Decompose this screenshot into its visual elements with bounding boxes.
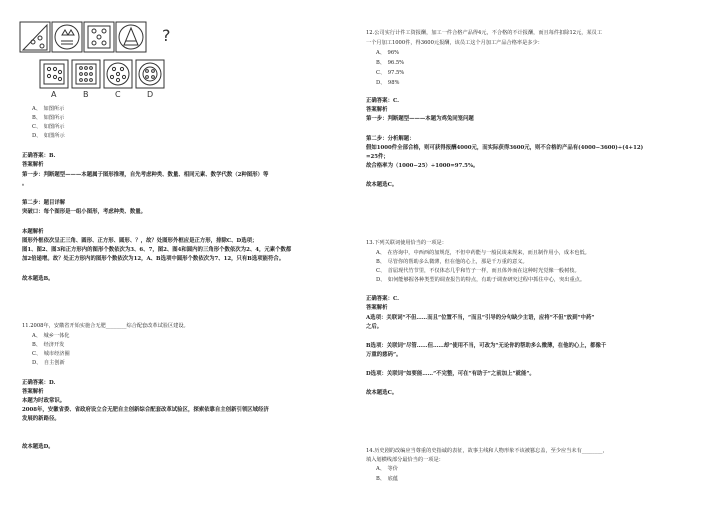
q13-explain-title: 答案解析 — [366, 305, 388, 311]
puzzle-cell-2 — [52, 22, 82, 52]
option-box-c — [104, 60, 132, 88]
option-letter-b: B — [83, 90, 89, 99]
q12-question-line1: 12.公司实行计件工资报酬，加工一件合格产品得4元，不合格的不计报酬，而且每件扣除12元，某员工 — [366, 30, 603, 36]
q13-a-line1: A选项：关联词“不但……而且”位置不当，“而且”引导的分句缺少主语，应将“不但”放到“中药” — [366, 315, 595, 321]
q13-a-line2: 之后。 — [366, 324, 383, 330]
q14-option-b: B、 底蕴 — [376, 476, 398, 482]
option-letter-a: A — [51, 90, 57, 99]
q12-option-b: B、 96.5% — [376, 60, 405, 66]
option-box-d — [136, 60, 164, 88]
q12-option-d: D、 98% — [376, 80, 400, 86]
q10-detail-3: 加2倍递增。故？处正方形内的图形个数依次为12，A、B选项中圆形个数依次为7、12，只有B选项能符合。 — [22, 256, 285, 262]
q12-option-c: C、 97.5% — [376, 70, 405, 76]
right-column — [366, 0, 696, 508]
q11-detail-3: 发展的新路径。 — [22, 416, 60, 422]
q12-step2-title: 第二步：分析解题： — [366, 136, 415, 142]
option-letter-c: C — [115, 90, 121, 99]
q13-option-d: D、 如何能够握各种类型的调查报告的特点，有助于调查研究过程中抓住中心，突出重点。 — [376, 277, 586, 283]
q12-explain-title: 答案解析 — [366, 107, 388, 113]
q10-option-b: B、 如图所示 — [32, 115, 65, 121]
q10-option-a: A、 如图所示 — [32, 106, 65, 112]
q11-answer: 正确答案：D. — [22, 380, 56, 386]
q13-b-line1: B选项：关联词“尽管……但……却”使用不当，可改为“无论你的帮助多么微薄，在他的心上，都像千 — [366, 343, 607, 349]
q14-question-line2: 填入划横线部分最恰当的一项是： — [366, 457, 444, 463]
q14-question-line1: 14.历史剧的改编应当尊重的史指诚的表征，故事主线和人物形象不该被篡忘盖，至少应当未有________， — [366, 448, 608, 454]
q10-step1: 第一步：判断题型———本题属于图形推理，自先考虑种类、数量、相同元素、数学代数（2种图形）等 — [22, 172, 269, 178]
q12-step2-a: 假如1000件全部合格，则可获得报酬4000元，而实际获得3600元，则不合格的产品有(4000−3600)÷(4+12) — [366, 145, 644, 151]
q10-step2-title: 第二步：题目详解 — [22, 200, 66, 206]
q11-option-c: C、 城市经济圈 — [32, 351, 70, 357]
q12-conclusion: 故本题选C。 — [366, 182, 398, 188]
q12-step2-b: =25件； — [366, 154, 389, 160]
q12-question-line2: 一个月加工1000件，得3600元报酬，该员工这个月加工产品合格率是多少： — [366, 40, 543, 46]
q13-question: 13.下列关联词使用恰当的一项是： — [366, 240, 447, 246]
q11-conclusion: 故本题选D。 — [22, 444, 54, 450]
q10-detail-2: 图1、图2、图3和正方形内的图形个数依次为3、6、7，图2、图4和圆内的三角形个数依次为2、4，元素个数都 — [22, 247, 292, 253]
q13-answer: 正确答案：C. — [366, 296, 400, 302]
puzzle-cell-4 — [116, 22, 146, 52]
q13-option-a: A、 在咨询中，中西西的加规范，不但中药能与一般民谈来规来，而且制作用小，成本也低。 — [376, 250, 590, 256]
q11-detail-1: 本题为时政常识。 — [22, 398, 66, 404]
q11-option-b: B、 经济开发 — [32, 342, 65, 348]
q13-d-line1: D选项：关联词“如要能……”不完整，可在“有助于”之前加上“就能”。 — [366, 371, 535, 377]
q11-explain-title: 答案解析 — [22, 389, 44, 395]
q13-option-c: C、 首届现代竹节里，不仅体态几乎和竹子一样，而且体外而在这种时光觉像一般树枝。 — [376, 268, 580, 274]
left-column — [18, 0, 348, 508]
q10-explain-title: 答案解析 — [22, 162, 44, 168]
q10-detail-title: 本题解析 — [22, 229, 44, 235]
puzzle-question-mark: ? — [162, 26, 171, 45]
q10-step1b: 。 — [22, 181, 28, 187]
q10-conclusion: 故本题选B。 — [22, 276, 54, 282]
q10-step2: 突破口：每个图形是一组小图形，考虑种类、数量。 — [22, 209, 146, 215]
q10-detail-1: 图形外框依次呈正三角、圆形、正方形、圆形、？，故？处图形外框应是正方形，排除C、D选项； — [22, 238, 258, 244]
q11-option-a: A、 城乡一体化 — [32, 333, 70, 339]
q11-detail-2: 2008年，安徽省委、省政府设立合无肥自主创新综合配套改革试验区，探索依靠自主创新引领区域经济 — [22, 407, 269, 413]
figure-reasoning-puzzle — [18, 20, 178, 110]
q13-conclusion: 故本题选C。 — [366, 390, 398, 396]
q11-option-d: D、 自主创新 — [32, 360, 65, 366]
q10-option-c: C、 如图所示 — [32, 124, 65, 130]
option-letter-d: D — [147, 90, 154, 99]
q14-option-a: A、 等价 — [376, 466, 398, 472]
q12-step2-c: 故合格率为（1000−25）÷1000=97.5%。 — [366, 163, 479, 169]
q13-b-line2: 万重的慈码”。 — [366, 352, 402, 358]
q13-option-b: B、 尽管你的帮助多么微薄，但在他的心上，那是千万重的意义。 — [376, 259, 528, 265]
q12-answer: 正确答案：C. — [366, 98, 400, 104]
q10-answer: 正确答案：B. — [22, 153, 56, 159]
q12-option-a: A、 96% — [376, 50, 400, 56]
q10-option-d: D、 如图所示 — [32, 133, 65, 139]
q12-step1: 第一步：判断题型———本题为鸡兔同笼问题 — [366, 116, 474, 122]
q11-question: 11.2008年，安徽省开始实施合无肥________综合配套改革试验区建设。 — [22, 323, 189, 329]
